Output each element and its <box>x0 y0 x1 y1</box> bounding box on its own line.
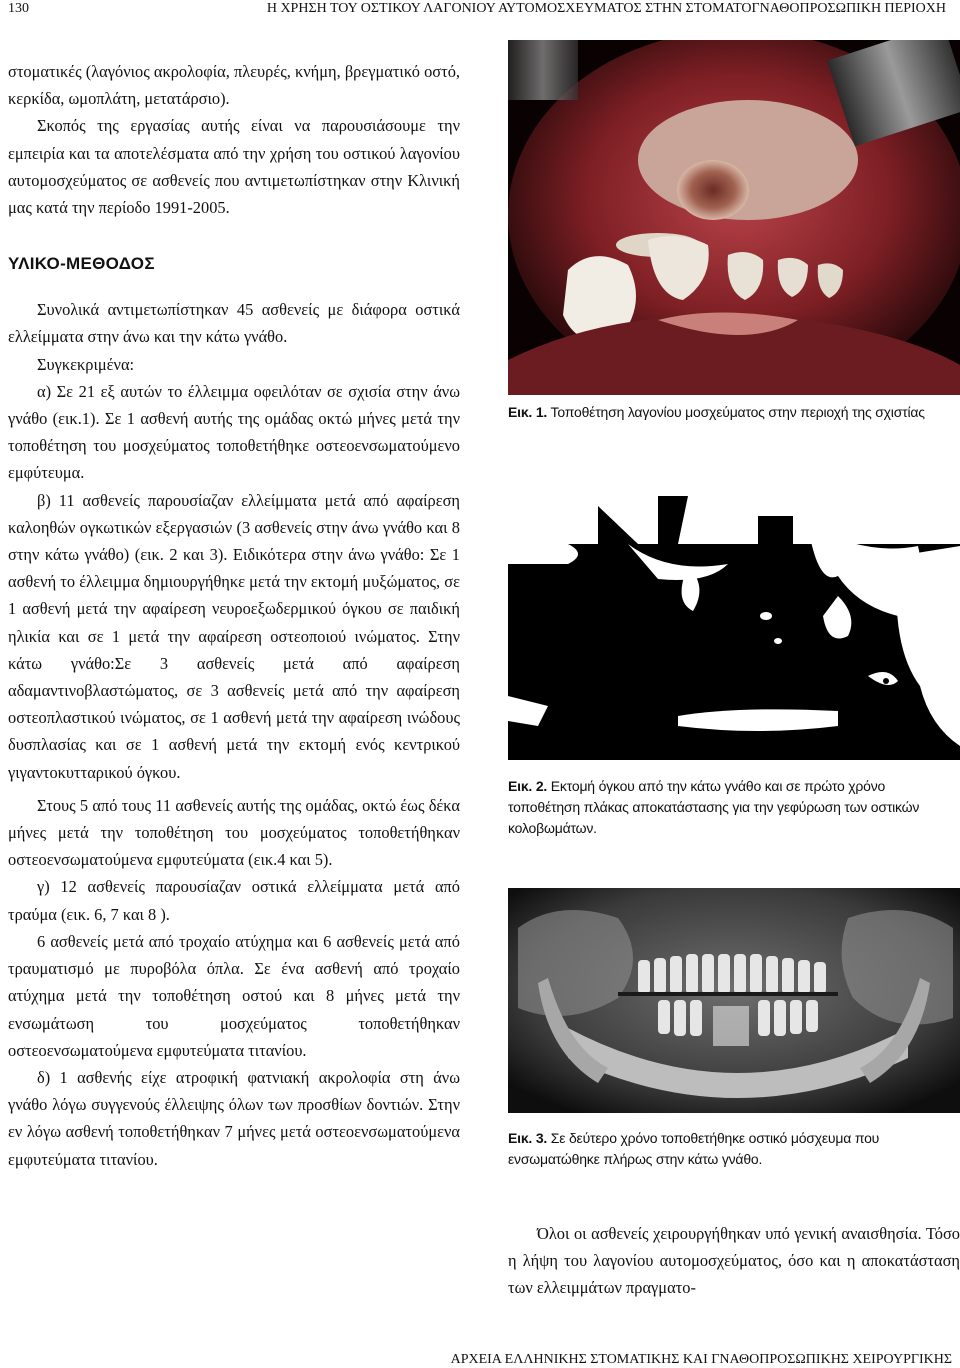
methods-paragraph-8: δ) 1 ασθενής είχε ατροφική φατνιακή ακρολοφία στη άνω γνάθο λόγω συγγενούς έλλειψης όλων των προσθίων δοντιών. Στην εν λόγω ασθενή τοποθετήθηκαν 7 μήνες μετά οστεοενσωματούμενα εμφυτεύματα τιτανίου. <box>8 1067 460 1169</box>
right-column-text <box>508 1220 960 1302</box>
intro-paragraph-1: στοματικές (λαγόνιος ακρολοφία, πλευρές, κνήμη, βρεγματικό οστό, κερκίδα, ωμοπλάτη, μετατάρσιο). <box>8 62 460 109</box>
intro-paragraph-2: Σκοπός της εργασίας αυτής είναι να παρουσιάσουμε την εμπειρία και τα αποτελέσματα από την χρήση του οστικού λαγονίου αυτομοσχεύματος σε ασθενείς που αντιμετωπίστηκαν στην Κλινική μας κατά την περίοδο 1991-2005. <box>8 116 460 218</box>
running-title: Η ΧΡΗΣΗ ΤΟΥ ΟΣΤΙΚΟΥ ΛΑΓΟΝΙΟΥ ΑΥΤΟΜΟΣΧΕΥΜΑΤΟΣ ΣΤΗΝ ΣΤΟΜΑΤΟΓΝΑΘΟΠΡΟΣΩΠΙΚΗ ΠΕΡΙΟΧΗ <box>266 1 946 16</box>
figure-1-caption <box>508 402 960 423</box>
figure-1-caption-text: Τοποθέτηση λαγονίου μοσχεύματος στην περιοχή της σχιστίας <box>547 404 925 420</box>
figure-2-caption <box>508 776 960 839</box>
figure-1-image <box>508 40 960 395</box>
journal-footer: ΑΡΧΕΙΑ ΕΛΛΗΝΙΚΗΣ ΣΤΟΜΑΤΙΚΗΣ ΚΑΙ ΓΝΑΘΟΠΡΟΣΩΠΙΚΗΣ ΧΕΙΡΟΥΡΓΙΚΗΣ <box>450 1352 952 1367</box>
figure-2-caption-text: Εκτομή όγκου από την κάτω γνάθο και σε πρώτο χρόνο τοποθέτηση πλάκας αποκατάστασης για την γεφύρωση των οστικών κολοβωμάτων. <box>508 778 920 836</box>
figure-3-label: Εικ. 3. <box>508 1130 548 1146</box>
figure-1-label: Εικ. 1. <box>508 404 548 420</box>
figure-3-image <box>508 888 960 1113</box>
page-number: 130 <box>8 1 29 16</box>
methods-paragraph-3: α) Σε 21 εξ αυτών το έλλειμμα οφειλόταν σε σχισία στην άνω γνάθο (εικ.1). Σε 1 ασθενή αυτής της ομάδας οκτώ μήνες μετά την τοποθέτηση του μοσχεύματος τοποθετήθηκε οστεοενσωματούμενο εμφύτευμα. <box>8 381 460 483</box>
left-column <box>8 58 460 1173</box>
page-header <box>8 0 946 26</box>
methods-paragraph-5: Στους 5 από τους 11 ασθενείς αυτής της ομάδας, οκτώ έως δέκα μήνες μετά την τοποθέτηση του μοσχεύματος τοποθετήθηκαν οστεοενσωματούμενα εμφυτεύματα (εικ.4 και 5). <box>8 795 460 870</box>
figure-2-label: Εικ. 2. <box>508 778 548 794</box>
section-heading: ΥΛΙΚΟ-ΜΕΘΟΔΟΣ <box>8 254 155 274</box>
methods-paragraph-7: 6 ασθενείς μετά από τροχαίο ατύχημα και 6 ασθενείς μετά από τραυματισμό με πυροβόλα όπλα. Σε ένα ασθενή από τροχαίο ατύχημα μετά την τοποθέτηση οστού και 8 μήνες μετά την ενσωμάτωση του μοσχεύματος τοποθετήθηκαν οστεοενσωματούμενα εμφυτεύματα τιτανίου. <box>8 931 460 1060</box>
figure-3-caption <box>508 1128 960 1170</box>
methods-paragraph-2: Συγκεκριμένα: <box>37 354 135 374</box>
methods-paragraph-1: Συνολικά αντιμετωπίστηκαν 45 ασθενείς με διάφορα οστικά ελλείμματα στην άνω και την κάτω γνάθο. <box>8 300 460 347</box>
methods-paragraph-4: β) 11 ασθενείς παρουσίαζαν ελλείμματα μετά από αφαίρεση καλοηθών ογκωτικών εξεργασιών (3 ασθενείς στην άνω γνάθο και 8 στην κάτω γνάθο) (εικ. 2 και 3). Ειδικότερα στην άνω γνάθο: Σε 1 ασθενή το έλλειμμα δημιουργήθηκε μετά την εκτομή μυξώματος, σε 1 ασθενή μετά την αφαίρεση νευροεξωδερμικού όγκου σε παιδική ηλικία και σε 1 μετά την αφαίρεση οστεοποιού ινώματος. Στην κάτω γνάθο:Σε 3 ασθενείς μετά από αφαίρεση αδαμαντινοβλαστώματος, σε 3 ασθενείς μετά από την αφαίρεση οστεοπλαστικού ινώματος, σε 1 ασθενή μετά την αφαίρεση ινώδους δυσπλασίας και σε 1 ασθενή μετά την εκτομή ενός κεντρικού γιγαντοκυτταρικού όγκου. <box>8 490 460 782</box>
methods-paragraph-6: γ) 12 ασθενείς παρουσίαζαν οστικά ελλείμματα μετά από τραύμα (εικ. 6, 7 και 8 ). <box>8 877 460 924</box>
figure-3-caption-text: Σε δεύτερο χρόνο τοποθετήθηκε οστικό μόσχευμα που ενσωματώθηκε πλήρως στην κάτω γνάθο. <box>508 1130 880 1167</box>
figure-2-image <box>508 496 960 760</box>
anesthesia-paragraph: Όλοι οι ασθενείς χειρουργήθηκαν υπό γενική αναισθησία. Τόσο η λήψη του λαγονίου αυτομοσχεύματος, όσο και η αποκατάσταση των ελλειμμάτων πραγματο- <box>508 1224 960 1298</box>
